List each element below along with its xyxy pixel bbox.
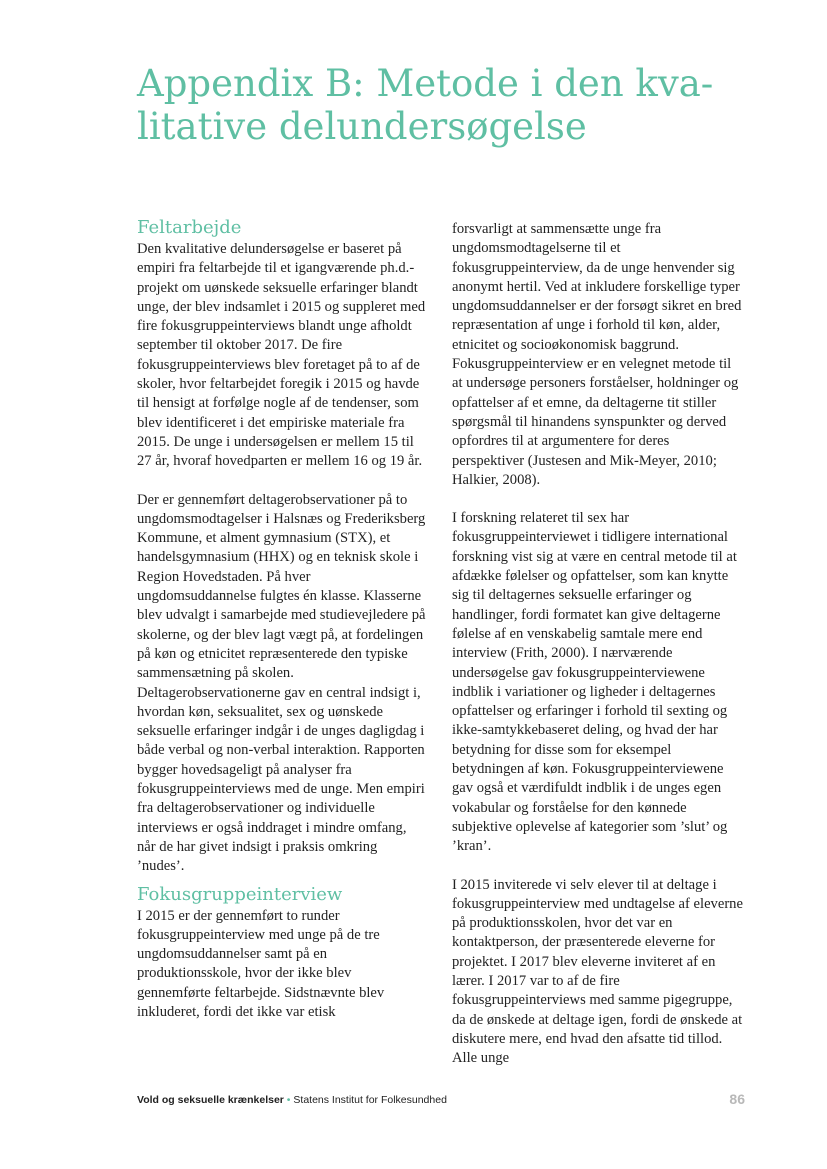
paragraph: I forskning relateret til sex har fokusgruppeinterviewet i tidligere international forskning vist sig at være en central metode til at afdække følelser og opfattelser, som kan knytte sig til deltagernes seksuelle erfaringer og handlinger, fordi formatet kan give deltagerne følelse af en venskabelig samtale mere end interview (Frith, 2000). I nærværende undersøgelse gav fokusgruppeinterviewene indblik i variationer og ligheder i deltagernes opfattelser og erfaringer i forhold til sexting og ikke-samtykkebaseret deling, og hvad der har betydning for disse som for eksempel betydningen af køn. Fokusgruppeinterviewene gav også et værdifuldt indblik i de unges egen vokabular og forståelse for den kønnede subjektive oplevelse af kategorier som ’slut’ og ’kran’. [452, 510, 737, 855]
section-heading-feltarbejde: Feltarbejde [137, 217, 242, 238]
paragraph: I 2015 er der gennemført to runder fokusgruppeinterview med unge på de tre ungdomsuddannelser samt på en produktionsskole, hvor der ikke blev gennemførte feltarbejde. Sidstnævnte blev inkluderet, fordi det ikke var etisk [137, 907, 385, 1020]
footer-separator: • [286, 1094, 291, 1106]
paragraph: Den kvalitative delundersøgelse er baseret på empiri fra feltarbejde til et igangværende ph.d.-projekt om uønskede seksuelle erfaringer blandt unge, der blev indsamlet i 2015 og suppleret med fire fokusgruppeinterviews blandt unge afholdt september til oktober 2017. De fire fokusgruppeinterviews blev foretaget på to af de skoler, hvor feltarbejdet foregik i 2015 og havde til hensigt at forfølge nogle af de tendenser, som blev identificeret i det empiriske materiale fra 2015. De unge i undersøgelsen er mellem 15 til 27 år, hvoraf hovedparten er mellem 16 og 19 år. [137, 241, 426, 470]
paragraph: Der er gennemført deltagerobservationer på to ungdomsmodtagelser i Halsnæs og Frederiksberg Kommune, et alment gymnasium (STX), et handelsgymnasium (HHX) og en teknisk skole i Region Hovedstaden. På hver ungdomsuddannelse fulgtes én klasse. Klasserne blev udvalgt i samarbejde med studievejledere på skolerne, og der blev lagt vægt på, at fordelingen på køn og etnicitet repræsenterede den typiske sammensætning på skolen. Deltagerobservationerne gav en central indsigt i, hvordan køn, seksualitet, sex og uønskede seksuelle erfaringer indgår i de unges dagligdag i både verbal og non-verbal interaktion. Rapporten bygger hovedsageligt på analyser fra fokusgruppeinterviews med de unge. Men empiri fra deltagerobservationer og individuelle interviews er også inddraget i mindre omfang, når de har givet indsigt i praksis omkring ’nudes’. [137, 491, 426, 875]
footer-publisher: Statens Institut for Folkesundhed [293, 1094, 447, 1106]
footer-report-title: Vold og seksuelle krænkelser [137, 1094, 284, 1106]
page-number: 86 [729, 1091, 745, 1107]
section-heading-fokusgruppeinterview: Fokusgruppeinterview [137, 883, 343, 905]
page-title: Appendix B: Metode i den kva-litative delundersøgelse [137, 62, 714, 148]
paragraph: I 2015 inviterede vi selv elever til at deltage i fokusgruppeinterview med undtagelse af eleverne på produktionsskolen, hvor det var en kontaktperson, der præsenterede eleverne for projektet. I 2017 blev eleverne inviteret af en lærer. I 2017 var to af de fire fokusgruppeinterviews med samme pigegruppe, da de ønskede at deltage igen, fordi de ønskede at diskutere mere, end hvad den afsatte tid tillod. Alle unge [452, 876, 743, 1067]
left-column [137, 216, 427, 1022]
paragraph: forsvarligt at sammensætte unge fra ungdomsmodtagelserne til et fokusgruppeinterview, da de unge henvender sig anonymt hertil. Ved at inkludere forskellige typer ungdomsuddannelser er der forsøgt sikret en bred repræsentation af unge i forhold til køn, alder, etnicitet og socioøkonomisk baggrund. Fokusgruppeinterview er en velegnet metode til at undersøge personers forståelser, holdninger og opfattelser af et emne, da deltagerne tit stiller spørgsmål til hinandens synspunkter og derved opfordres til at argumentere for deres perspektiver (Justesen and Mik-Meyer, 2010; Halkier, 2008). [452, 221, 742, 488]
right-column [452, 220, 745, 1068]
page-footer [137, 1094, 745, 1106]
